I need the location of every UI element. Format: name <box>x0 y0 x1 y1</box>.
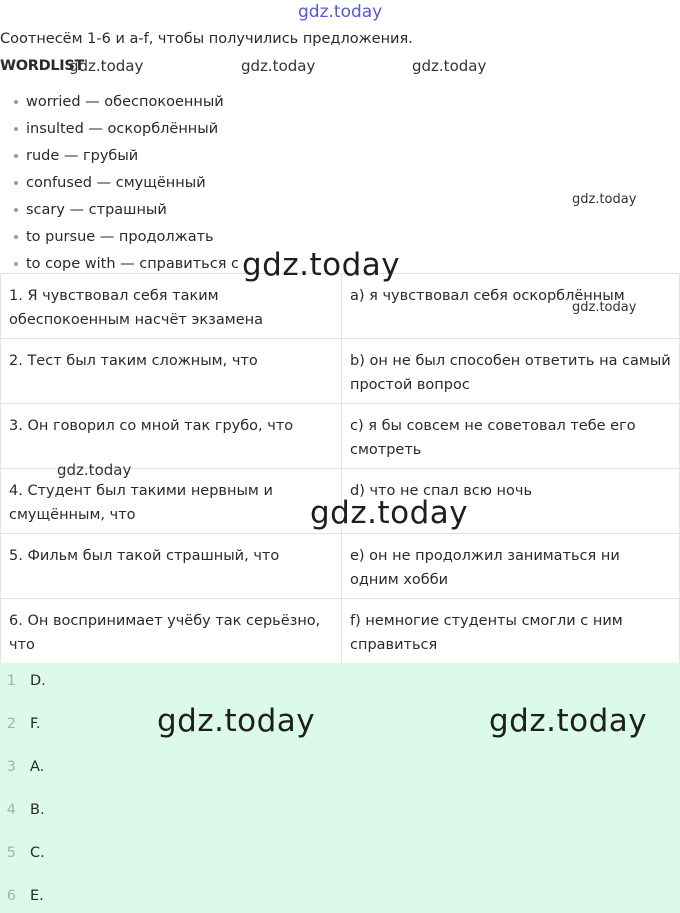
bullet-icon <box>14 208 18 212</box>
watermark: gdz.today <box>241 57 316 75</box>
bullet-icon <box>14 100 18 104</box>
watermark: gdz.today <box>242 247 401 283</box>
answer-number: 1 <box>6 673 16 689</box>
answer-row <box>0 713 41 735</box>
table-cell-right: f) немногие студенты смогли с ним справиться <box>342 599 680 664</box>
answer-row <box>0 670 46 692</box>
wordlist-item: insulted — оскорблённый <box>12 119 239 146</box>
answer-row <box>0 799 45 821</box>
watermark: gdz.today <box>298 2 383 22</box>
watermark: gdz.today <box>310 495 469 531</box>
table-row <box>1 599 680 664</box>
wordlist-item: to cope with — справиться с <box>12 254 239 281</box>
table-row <box>1 404 680 469</box>
bullet-icon <box>14 235 18 239</box>
table-row <box>1 339 680 404</box>
answer-value: C. <box>30 845 45 861</box>
answer-row <box>0 885 44 907</box>
wordlist-title: WORDLIST <box>0 58 85 74</box>
table-cell-right: e) он не продолжил заниматься ни одним хобби <box>342 534 680 599</box>
table-cell-left: 4. Студент был такими нервным и смущённым, что <box>1 469 342 534</box>
wordlist-item: rude — грубый <box>12 146 239 173</box>
table-row <box>1 534 680 599</box>
watermark: gdz.today <box>157 703 316 739</box>
watermark: gdz.today <box>572 300 637 315</box>
table-cell-right: d) что не спал всю ночь <box>342 469 680 534</box>
table-cell-left: 6. Он воспринимает учёбу так серьёзно, что <box>1 599 342 664</box>
watermark: gdz.today <box>572 192 637 207</box>
table-cell-right: a) я чувствовал себя оскорблённым <box>342 274 680 339</box>
wordlist <box>12 92 239 281</box>
watermark: gdz.today <box>69 57 144 75</box>
watermark: gdz.today <box>57 461 132 479</box>
watermark: gdz.today <box>489 703 648 739</box>
table-cell-left: 1. Я чувствовал себя таким обеспокоенным насчёт экзамена <box>1 274 342 339</box>
answer-value: A. <box>30 759 45 775</box>
answer-number: 3 <box>6 759 16 775</box>
bullet-icon <box>14 154 18 158</box>
table-cell-left: 2. Тест был таким сложным, что <box>1 339 342 404</box>
answer-value: D. <box>30 673 46 689</box>
bullet-icon <box>14 262 18 266</box>
watermark: gdz.today <box>412 57 487 75</box>
instruction-text: Соотнесём 1-6 и a-f, чтобы получились предложения. <box>0 31 413 47</box>
answer-number: 5 <box>6 845 16 861</box>
answer-value: E. <box>30 888 44 904</box>
wordlist-item: confused — смущённый <box>12 173 239 200</box>
answer-value: B. <box>30 802 45 818</box>
table-cell-left: 5. Фильм был такой страшный, что <box>1 534 342 599</box>
wordlist-item: worried — обеспокоенный <box>12 92 239 119</box>
wordlist-item: to pursue — продолжать <box>12 227 239 254</box>
answer-value: F. <box>30 716 41 732</box>
wordlist-item: scary — страшный <box>12 200 239 227</box>
table-cell-right: c) я бы совсем не советовал тебе его смотреть <box>342 404 680 469</box>
answers-panel <box>0 663 680 913</box>
bullet-icon <box>14 127 18 131</box>
answer-number: 4 <box>6 802 16 818</box>
answer-number: 6 <box>6 888 16 904</box>
bullet-icon <box>14 181 18 185</box>
answer-row <box>0 842 45 864</box>
answer-number: 2 <box>6 716 16 732</box>
answer-row <box>0 756 44 778</box>
table-cell-right: b) он не был способен ответить на самый простой вопрос <box>342 339 680 404</box>
table-cell-left: 3. Он говорил со мной так грубо, что <box>1 404 342 469</box>
